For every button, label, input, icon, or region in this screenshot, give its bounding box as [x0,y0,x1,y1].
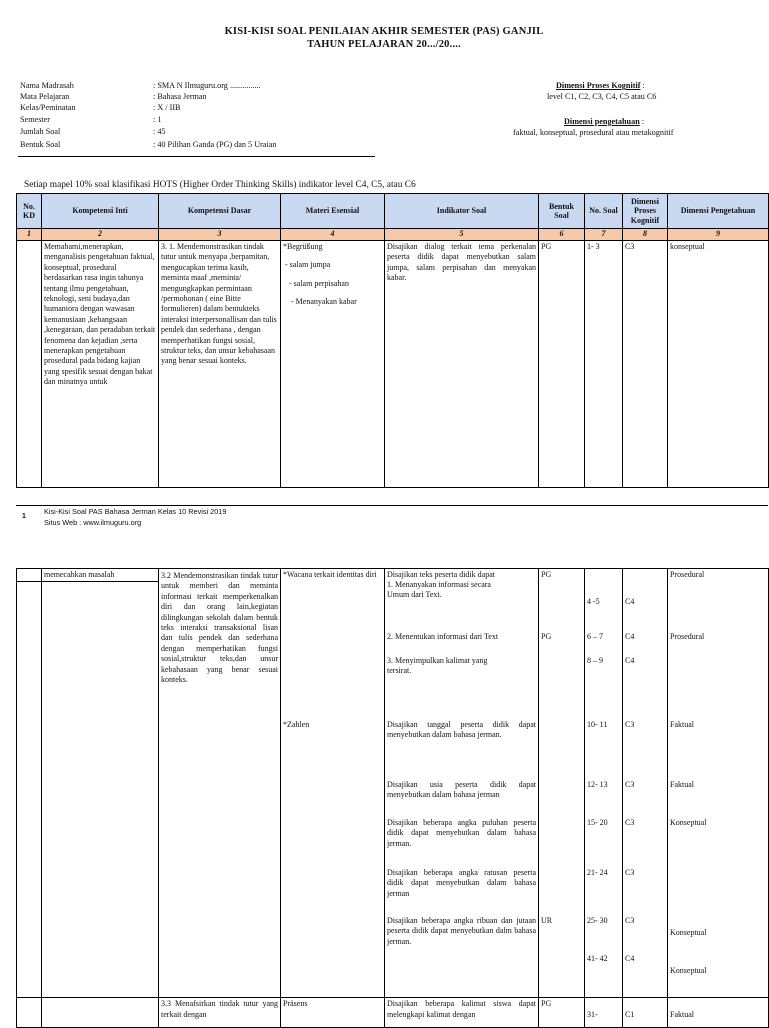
cell-no-kd [17,241,42,488]
cell-no-kd [17,569,42,582]
dimensi-pengetahuan-value: faktual, konseptual, prosedural atau metakognitif [513,128,674,137]
pengetahuan-value: Konseptual [670,817,707,827]
footer-website: Situs Web : www.ilmuguru.org [44,517,142,527]
pengetahuan-value: Faktual [670,719,694,729]
bentuk-value: PG [541,631,552,641]
column-number: 5 [385,229,539,241]
pengetahuan-value: Konseptual [670,927,707,937]
indikator-text: 2. Menentukan informasi dari Text [387,631,499,641]
cell-indikator-soal: Disajikan dialog terkait tema perkenalan peserta didik dapat menyebutkan salam jumpa, salam perpisahan dan menyakan kabar. [385,241,539,488]
cell-dimensi-pengetahuan: Faktual [668,998,769,1028]
header-bentuk-soal: Bentuk Soal [539,194,585,229]
info-row: Mata Pelajaran : Bahasa Jerman [20,92,207,101]
hots-note: Setiap mapel 10% soal klasifikasi HOTS (Higher Order Thinking Skills) indikator level C4, C5, atau C6 [24,180,416,190]
column-number: 6 [539,229,585,241]
cell-empty [585,569,623,582]
cell-indikator-soal: Disajikan beberapa kalimat siswa dapat melengkapi kalimat dengan [385,998,539,1028]
column-number: 1 [17,229,42,241]
materi-item: - salam jumpa [285,260,331,270]
materi-item: - salam perpisahan [289,278,349,288]
column-number: 8 [623,229,668,241]
cell-no-kd [17,998,42,1028]
table-row [17,241,769,488]
cell-materi-esensial: Präsens [281,998,385,1028]
proses-value: C4 [625,631,635,641]
cell-dimensi-proses [623,582,668,998]
info-divider [18,156,375,157]
footer-divider [16,505,768,506]
info-row: Bentuk Soal : 40 Pilihan Ganda (PG) dan 5 Uraian [20,140,277,149]
no-soal-value: 41- 42 [587,953,608,963]
kisi-table-page1 [16,193,769,488]
pengetahuan-value: Prosedural [670,631,705,641]
table-row [17,582,769,998]
pengetahuan-value: Prosedural [670,569,705,579]
info-row: Kelas/Peminatan : X / IIB [20,103,181,112]
header-materi-esensial: Materi Esensial [281,194,385,229]
proses-value: C4 [625,596,635,606]
indikator-text: Disajikan usia peserta didik dapat menyebutkan dalam bahasa jerman [387,779,536,800]
no-soal-value: 25- 30 [587,915,608,925]
column-number: 2 [42,229,159,241]
dimensi-pengetahuan-heading: Dimensi pengetahuan : [564,117,645,126]
cell-kompetensi-dasar: 3.2 Mendemonstrasikan tindak tutur untuk memberi dan meminta informasi terkait memperkenalkan diri dan orang lain,kegiatan dilingkungan sekolah dalam bentuk teks interaksi transaksional lisan dan tulis pendek dan sederhana dengan memperhatikan fungsi sosial,struktur teks,dan unsur kebahasaan yang benar sesuai konteks. [159,570,281,986]
proses-value: C3 [625,817,635,827]
header-indikator-soal: Indikator Soal [385,194,539,229]
info-row: Nama Madrasah : SMA N Ilmuguru.org ............... [20,81,261,90]
no-soal-value: 10- 11 [587,719,608,729]
header-no-soal: No. Soal [585,194,623,229]
header-dimensi-pengetahuan: Dimensi Pengetahuan [668,194,769,229]
materi-item: *Zahlen [283,719,310,729]
column-number: 4 [281,229,385,241]
dimensi-proses-heading: Dimensi Proses Kognitif : [556,81,645,90]
proses-value: C4 [625,655,635,665]
column-number: 9 [668,229,769,241]
cell-kompetensi-inti [42,998,159,1028]
cell-bentuk-soal [539,569,585,998]
cell-empty [623,569,668,582]
indikator-text: Disajikan beberapa angka ratusan peserta didik dapat menyebutkan dalam bahasa jerman [387,867,536,898]
cell-kompetensi-inti [42,582,159,998]
indikator-text: Disajikan tanggal peserta didik dapat menyebutkan dalam bahasa jerman. [387,719,536,740]
indikator-text: 1. Menanyakan informasi secara Umum dari Text. [387,579,491,600]
bentuk-value: UR [541,915,553,925]
proses-value: C3 [625,719,635,729]
header-kompetensi-inti: Kompetensi Inti [42,194,159,229]
no-soal-value: 4 -5 [587,596,600,606]
proses-value: C3 [625,779,635,789]
pengetahuan-value: Faktual [670,779,694,789]
cell-indikator-soal [385,569,539,998]
footer-text [44,507,226,528]
cell-no-soal [585,582,623,998]
column-number: 3 [159,229,281,241]
cell-no-soal: 1- 3 [585,241,623,488]
header-kompetensi-dasar: Kompetensi Dasar [159,194,281,229]
bentuk-value: PG [541,569,552,579]
indikator-text: 3. Menyimpulkan kalimat yang tersirat. [387,655,488,676]
footer-document-name: Kisi-Kisi Soal PAS Bahasa Jerman Kelas 10 Revisi 2019 [44,507,227,516]
cell-kompetensi-dasar: 3.3 Menafsirkan tindak tutur yang terkait dengan [159,998,281,1028]
no-soal-value: 6 – 7 [587,631,603,641]
cell-dimensi-proses: C3 [623,241,668,488]
materi-item: *Begrüßung [283,242,323,251]
table-header-row [17,194,769,229]
table-row [17,998,769,1028]
no-soal-value: 21- 24 [587,867,608,877]
cell-dimensi-proses: C1 [623,998,668,1028]
info-row: Semester : 1 [20,115,162,124]
cell-kompetensi-inti: Memahami,menerapkan, menganalisis pengetahuan faktual, konseptual, prosedural berdasarkan rasa ingin tahunya tentang ilmu pengetahuan, teknologi, seni budaya,dan humaniora dengan wawasan kemanusiaan ,kebangsaan ,kenegaraan, dan peradaban terkait fenomena dan kejadian ,serta menerapkan pengetahuan prosedural pada bidang kajian yang spesifik sesuai dengan bakat dan minatnya untuk [42,241,159,488]
header-no-kd: No. KD [17,194,42,229]
document-title: KISI-KISI SOAL PENILAIAN AKHIR SEMESTER (PAS) GANJIL [224,26,544,37]
no-soal-value: 12- 13 [587,779,608,789]
no-soal-value: 15- 20 [587,817,608,827]
proses-value: C4 [625,953,635,963]
proses-value: C3 [625,915,635,925]
no-soal-value: 8 – 9 [587,655,603,665]
cell-dimensi-pengetahuan [668,569,769,998]
cell-bentuk-soal: PG [539,998,585,1028]
cell-no-soal: 31- [585,998,623,1028]
document-subtitle: TAHUN PELAJARAN 20.../20.... [307,39,461,50]
indikator-text: Disajikan teks peserta didik dapat [387,569,495,579]
info-row: Jumlah Soal : 45 [20,127,166,136]
cell-kompetensi-dasar: 3. 1. Mendemonstrasikan tindak tutur untuk menyapa ,berpamitan, mengucapkan terima kasih, meminta maaf ,meminta/ mengungkapkan permintaan /permohonan ( eine Bitte formulieren) dalam bentukteks interaksi interpersonallisan dan tulis pendek dan sederhana , dengan memperhatikan fungsi sosial, struktur teks, dan unsur kebahasaan yang benar sesuai konteks. [159,241,281,488]
kisi-table-page2 [16,568,769,1028]
indikator-text: Disajikan beberapa angka ribuan dan jutaan peserta didik dapat menyebutkan dalm bahasa jerman. [387,915,536,946]
cell-bentuk-soal: PG [539,241,585,488]
page-number: 1 [22,513,26,520]
indikator-text: Disajikan beberapa angka puluhan peserta didik dapat menyebutkan dalam bahasa jerman. [387,817,536,848]
materi-item: - Menanyakan kabar [291,297,357,307]
cell-materi-esensial [281,569,385,998]
dimensi-proses-value: level C1, C2, C3, C4, C5 atau C6 [547,92,657,101]
cell-materi-esensial [281,241,385,488]
cell-no-kd [17,582,42,998]
pengetahuan-value: Konseptual [670,965,707,975]
cell-kompetensi-inti: memecahkan masalah [42,569,159,582]
column-number-row [17,229,769,241]
proses-value: C3 [625,867,635,877]
header-dimensi-proses: Dimensi Proses Kognitif [623,194,668,229]
materi-item: *Wacana terkait identitas diri [283,569,377,579]
column-number: 7 [585,229,623,241]
cell-dimensi-pengetahuan: konseptual [668,241,769,488]
